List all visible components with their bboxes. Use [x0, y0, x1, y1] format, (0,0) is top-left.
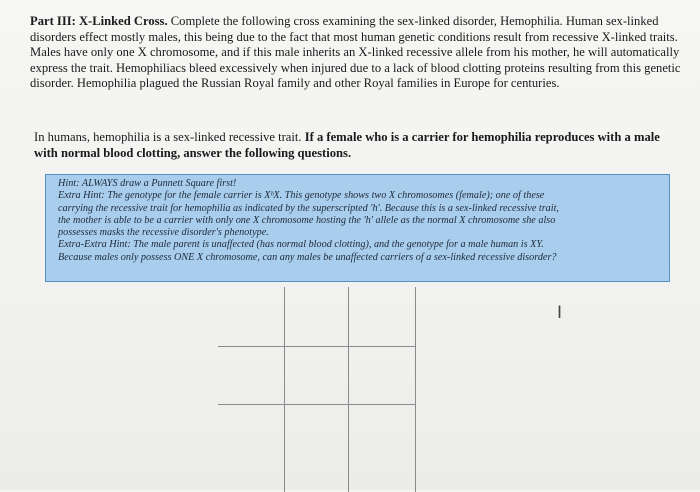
hint-line: Because males only possess ONE X chromosome, can any males be unaffected carriers of a sex-linked recessive disorder?: [58, 251, 557, 263]
hint-box[interactable]: [45, 174, 670, 282]
hint-line: Extra-Extra Hint: The male parent is unaffected (has normal blood clotting), and the genotype for a male human is XY.: [58, 239, 544, 251]
grid-line-horizontal: [218, 346, 416, 347]
text-cursor-icon: I: [557, 303, 563, 323]
question-bold: If a female who is a carrier for hemophilia reproduces with a male with normal blood clotting, answer the following questions.: [34, 130, 660, 160]
hint-line: the mother is able to be a carrier with only one X chromosome hosting the 'h' allele as the normal X chromosome she also: [58, 214, 556, 226]
question-paragraph: [34, 130, 682, 161]
grid-line-vertical: [284, 287, 285, 492]
hint-line: Hint: ALWAYS draw a Punnett Square first!: [58, 178, 237, 189]
part-heading: Part III: X-Linked Cross.: [30, 14, 168, 28]
punnett-square-grid[interactable]: [218, 287, 416, 492]
question-lead: In humans, hemophilia is a sex-linked recessive trait.: [34, 130, 302, 144]
hint-line: carrying the recessive trait for hemophilia as indicated by the superscripted 'h'. Because this is a sex-linked recessive trait,: [58, 202, 559, 214]
intro-text: Complete the following cross examining the sex-linked disorder, Hemophilia. Human sex-linked disorders effect mostly males, this being due to the fact that most human genetic conditions result from recessive X-linked traits. Males have only one X chromosome, and if this male inherits an X-linked recessive allele from his mother, he will automatically express the trait. Hemophiliacs bleed excessively when injured due to a lack of blood clotting proteins resulting from this genetic disorder. Hemophilia plagued the Russian Royal family and other Royal families in Europe for centuries.: [30, 14, 681, 91]
grid-line-horizontal: [218, 404, 416, 405]
hint-line: Extra Hint: The genotype for the female carrier is XʰX. This genotype shows two X chromosomes (female); one of these: [58, 190, 545, 202]
grid-line-vertical: [348, 287, 349, 492]
grid-line-vertical: [415, 287, 416, 492]
intro-paragraph: [30, 14, 690, 92]
hint-line: possesses masks the recessive disorder's phenotype.: [58, 227, 269, 239]
